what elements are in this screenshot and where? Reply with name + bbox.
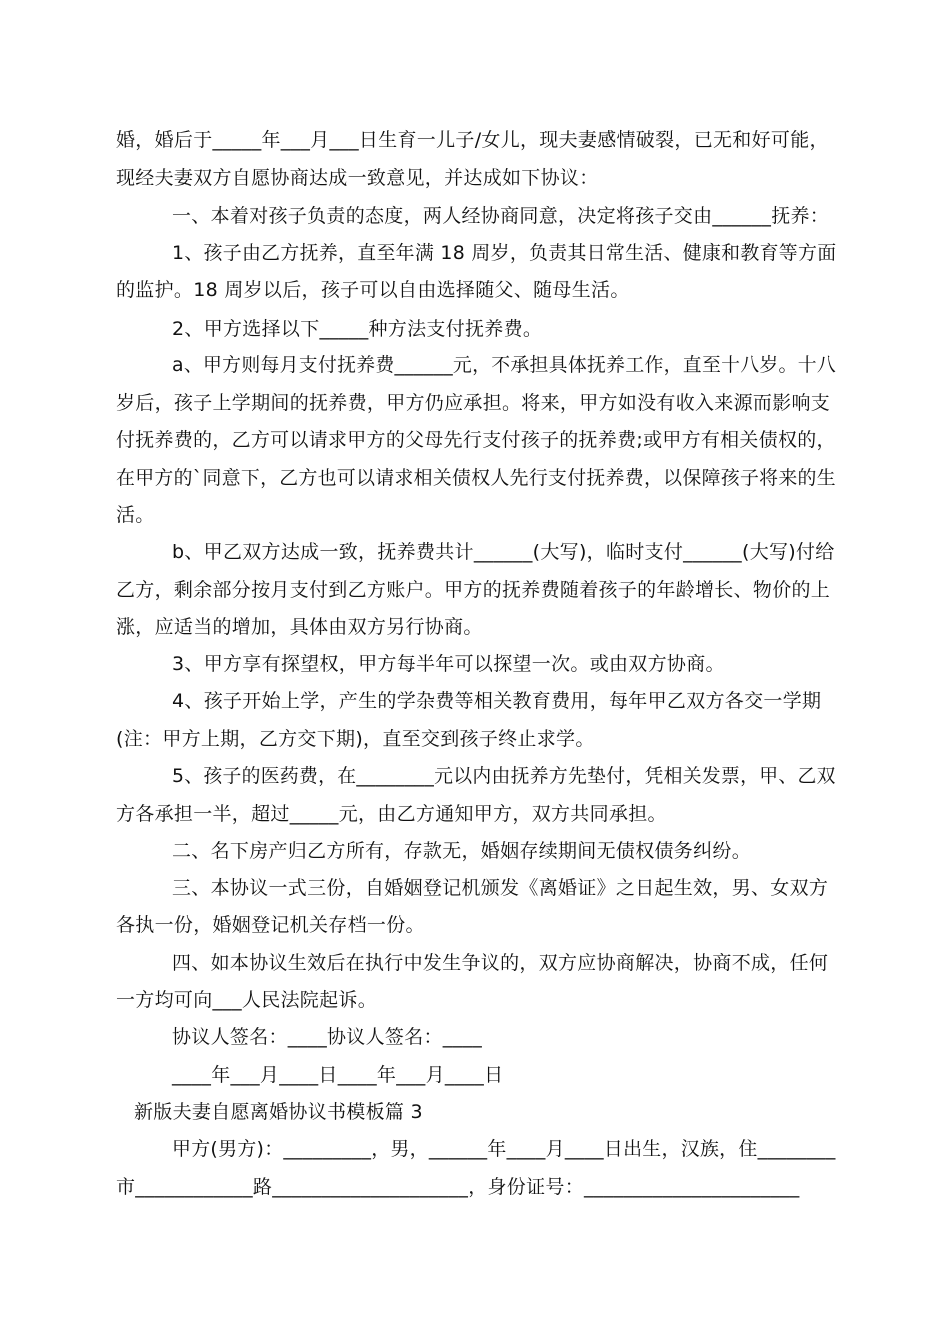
paragraph-line: 一方均可向___人民法院起诉。 — [116, 989, 378, 1011]
paragraph-line: 4、孩子开始上学，产生的学杂费等相关教育费用，每年甲乙双方各交一学期 — [172, 690, 822, 712]
paragraph-line: 1、孩子由乙方抚养，直至年满 18 周岁，负责其日常生活、健康和教育等方面 — [172, 242, 837, 264]
paragraph-line: 3、甲方享有探望权，甲方每半年可以探望一次。或由双方协商。 — [172, 653, 725, 675]
paragraph-line: 各执一份，婚姻登记机关存档一份。 — [116, 914, 425, 936]
clause-heading: 一、本着对孩子负责的态度，两人经协商同意，决定将孩子交由______抚养： — [172, 205, 830, 227]
paragraph-line: 2、甲方选择以下_____种方法支付抚养费。 — [172, 318, 543, 340]
paragraph-line: 在甲方的`同意下，乙方也可以请求相关债权人先行支付抚养费，以保障孩子将来的生 — [116, 467, 836, 489]
clause-heading: 三、本协议一式三份，自婚姻登记机颁发《离婚证》之日起生效，男、女双方 — [172, 877, 829, 899]
paragraph-line: 方各承担一半，超过_____元，由乙方通知甲方，双方共同承担。 — [116, 803, 667, 825]
paragraph-line: 付抚养费的，乙方可以请求甲方的父母先行支付孩子的抚养费;或甲方有相关债权的， — [116, 429, 836, 451]
paragraph-line: 的监护。18 周岁以后，孩子可以自由选择随父、随母生活。 — [116, 279, 630, 301]
paragraph-line: 婚，婚后于_____年___月___日生育一儿子/女儿，现夫妻感情破裂，已无和好可能， — [116, 129, 829, 151]
party-info-line: 市____________路____________________，身份证号：______________________ — [116, 1176, 800, 1198]
paragraph-line: (注：甲方上期，乙方交下期)，直至交到孩子终止求学。 — [116, 728, 595, 750]
paragraph-line: 5、孩子的医药费，在________元以内由抚养方先垫付，凭相关发票，甲、乙双 — [172, 765, 836, 787]
paragraph-line: 活。 — [116, 504, 155, 526]
clause-heading: 四、如本协议生效后在执行中发生争议的，双方应协商解决，协商不成，任何 — [172, 952, 829, 974]
paragraph-line: a、甲方则每月支付抚养费______元，不承担具体抚养工作，直至十八岁。十八 — [172, 354, 837, 376]
clause-heading: 二、名下房产归乙方所有，存款无，婚姻存续期间无债权债务纠纷。 — [172, 840, 752, 862]
party-info-line: 甲方(男方)：_________，男，______年____月____日出生，汉族，住________ — [172, 1138, 836, 1160]
date-line: ____年___月____日____年___月____日 — [172, 1064, 504, 1086]
paragraph-line: 现经夫妻双方自愿协商达成一致意见，并达成如下协议： — [116, 167, 599, 189]
signature-line: 协议人签名：____协议人签名：____ — [172, 1026, 483, 1048]
paragraph-line: b、甲乙双方达成一致，抚养费共计______(大写)，临时支付______(大写)付给 — [172, 541, 835, 563]
paragraph-line: 涨，应适当的增加，具体由双方另行协商。 — [116, 616, 483, 638]
paragraph-line: 岁后，孩子上学期间的抚养费，甲方仍应承担。将来，甲方如没有收入来源而影响支 — [116, 392, 831, 414]
section-title: 新版夫妻自愿离婚协议书模板篇 3 — [134, 1101, 423, 1123]
paragraph-line: 乙方，剩余部分按月支付到乙方账户。甲方的抚养费随着孩子的年龄增长、物价的上 — [116, 579, 831, 601]
